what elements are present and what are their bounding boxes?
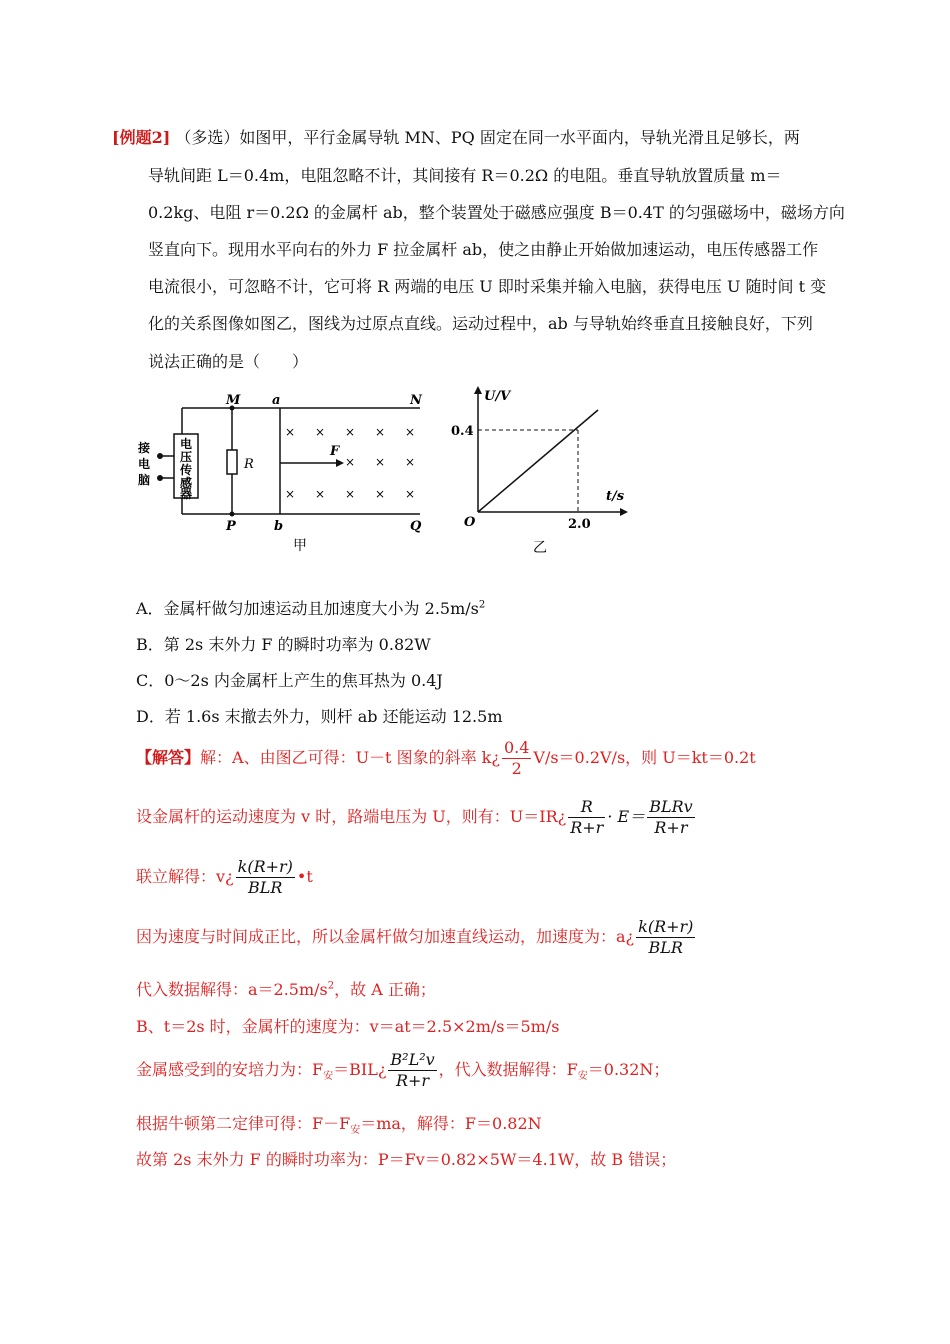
answer-l7-post2: ＝0.32N；	[587, 1060, 670, 1079]
field-cross-mark: ×	[344, 487, 356, 501]
ut-line	[478, 410, 598, 512]
label-q: Q	[410, 519, 422, 534]
caption-yi: 乙	[533, 540, 547, 556]
field-cross-mark: ×	[284, 487, 296, 501]
answer-l7-sub2: 安	[577, 1071, 588, 1083]
question-line-1	[112, 128, 800, 148]
answer-l7-mid: ＝BIL¿	[333, 1060, 387, 1079]
label-f: F	[330, 444, 340, 459]
x-axis-label: t/s	[606, 489, 625, 504]
computer-char-1: 接	[137, 441, 151, 455]
label-a: a	[272, 393, 281, 408]
option-a[interactable]	[136, 596, 485, 619]
field-cross-mark: ×	[404, 487, 416, 501]
origin-label: O	[464, 515, 476, 530]
label-p: P	[226, 519, 236, 534]
answer-l8-sub: 安	[350, 1125, 361, 1137]
answer-line-5	[136, 977, 436, 1000]
question-line-6: 化的关系图像如图乙，图线为过原点直线。运动过程中，ab 与导轨始终垂直且接触良好，下列	[148, 314, 813, 333]
field-cross-mark: ×	[314, 425, 326, 439]
answer-tag: 【解答】	[136, 748, 201, 767]
answer-line-8	[136, 1111, 542, 1136]
field-cross-mark: ×	[404, 425, 416, 439]
sensor-char-5: 器	[179, 487, 193, 501]
answer-l3-frac: $\frac{k(R+r)}{\text{BLR}}$	[237, 857, 293, 897]
sensor-char-2: 压	[179, 450, 193, 464]
answer-l5-text: 代入数据解得：a＝2.5m/s	[136, 980, 328, 999]
question-tag: [例题2]	[112, 128, 171, 147]
answer-l1-post: V/s＝0.2V/s，则 U＝kt＝0.2t	[533, 748, 756, 767]
question-line-2: 导轨间距 L＝0.4m，电阻忽略不计，其间接有 R＝0.2Ω 的电阻。垂直导轨放置质量 m＝	[148, 166, 782, 185]
computer-char-2: 电	[137, 457, 151, 471]
answer-line-2	[136, 797, 697, 838]
option-d[interactable]: D．若 1.6s 末撤去外力，则杆 ab 还能运动 12.5m	[136, 707, 503, 726]
answer-line-1	[136, 738, 756, 779]
circuit-diagram-jia	[130, 388, 440, 558]
option-a-sup: 2	[478, 599, 486, 611]
answer-l7-pre: 金属感受到的安培力为：F	[136, 1060, 324, 1079]
question-line-4: 竖直向下。现用水平向右的外力 F 拉金属杆 ab，使之由静止开始做加速运动，电压传感器工作	[148, 240, 819, 259]
sensor-char-3: 传	[179, 463, 193, 477]
field-cross-mark: ×	[374, 425, 386, 439]
field-cross-mark: ×	[284, 425, 296, 439]
ut-graph-yi	[448, 382, 638, 558]
answer-l3-pre: 联立解得：v¿	[136, 867, 234, 886]
answer-l1-frac: $\frac{0.4}{2}$	[503, 738, 530, 778]
answer-line-4	[136, 917, 697, 958]
field-cross-mark: ×	[374, 487, 386, 501]
sensor-char-4: 感	[179, 476, 193, 490]
answer-line-9: 故第 2s 末外力 F 的瞬时功率为：P＝Fv＝0.82×5W＝4.1W，故 B 错误；	[136, 1150, 677, 1169]
answer-l2-frac2: $\frac{\text{BLRv}}{R+r}$	[649, 797, 693, 837]
option-c[interactable]: C．0～2s 内金属杆上产生的焦耳热为 0.4J	[136, 671, 443, 690]
answer-l5-post: ，故 A 正确；	[334, 980, 436, 999]
label-m: M	[226, 393, 241, 408]
field-cross-mark: ×	[404, 455, 416, 469]
option-a-text: A．金属杆做匀加速运动且加速度大小为 2.5m/s	[136, 599, 479, 618]
answer-l7-frac: $\frac{\text{B²L²v}}{R+r}$	[390, 1050, 435, 1090]
answer-l8-pre: 根据牛顿第二定律可得：F－F	[136, 1114, 351, 1133]
answer-line-7	[136, 1050, 669, 1091]
answer-l7-sub: 安	[323, 1071, 334, 1083]
field-cross-mark: ×	[344, 425, 356, 439]
question-line-5: 电流很小，可忽略不计，它可将 R 两端的电压 U 即时采集并输入电脑，获得电压 U 随时间 t 变	[148, 277, 827, 296]
question-text-1: （多选）如图甲，平行金属导轨 MN、PQ 固定在同一水平面内，导轨光滑且足够长，两	[175, 128, 800, 147]
answer-l2-pre: 设金属杆的运动速度为 v 时，路端电压为 U，则有：U＝IR¿	[136, 807, 567, 826]
answer-l4-pre: 因为速度与时间成正比，所以金属杆做匀加速直线运动，加速度为：a¿	[136, 927, 635, 946]
option-b[interactable]: B．第 2s 末外力 F 的瞬时功率为 0.82W	[136, 635, 431, 654]
caption-jia: 甲	[293, 538, 307, 554]
label-b: b	[274, 519, 284, 534]
answer-l2-mid: · E＝	[607, 807, 646, 826]
field-cross-mark: ×	[314, 487, 326, 501]
label-r: R	[244, 457, 254, 472]
answer-line-6: B、t＝2s 时，金属杆的速度为：v＝at＝2.5×2m/s＝5m/s	[136, 1017, 560, 1036]
label-n: N	[410, 393, 422, 408]
y-axis-label: U/V	[484, 389, 511, 404]
answer-l2-frac1: $\frac{R}{R+r}$	[570, 797, 604, 837]
answer-line-3	[136, 857, 313, 898]
question-line-3: 0.2kg、电阻 r＝0.2Ω 的金属杆 ab，整个装置处于磁感应强度 B＝0.4T 的匀强磁场中，磁场方向	[148, 203, 845, 222]
computer-char-3: 脑	[137, 473, 151, 487]
field-cross-mark: ×	[344, 455, 356, 469]
resistor-r	[227, 450, 237, 474]
answer-l3-post: •t	[296, 867, 313, 886]
answer-l4-frac: $\frac{k(R+r)}{\text{BLR}}$	[638, 917, 694, 957]
question-line-7: 说法正确的是（ ）	[148, 352, 309, 371]
answer-l7-post1: ，代入数据解得：F	[438, 1060, 578, 1079]
answer-l1-pre: 解：A、由图乙可得：U－t 图象的斜率 k¿	[200, 748, 500, 767]
answer-l5-sup: 2	[327, 980, 335, 992]
sensor-char-1: 电	[179, 437, 193, 451]
answer-l8-post: ＝ma，解得：F＝0.82N	[360, 1114, 542, 1133]
field-cross-mark: ×	[374, 455, 386, 469]
y-tick-label: 0.4	[451, 424, 474, 439]
x-tick-label: 2.0	[568, 517, 591, 532]
